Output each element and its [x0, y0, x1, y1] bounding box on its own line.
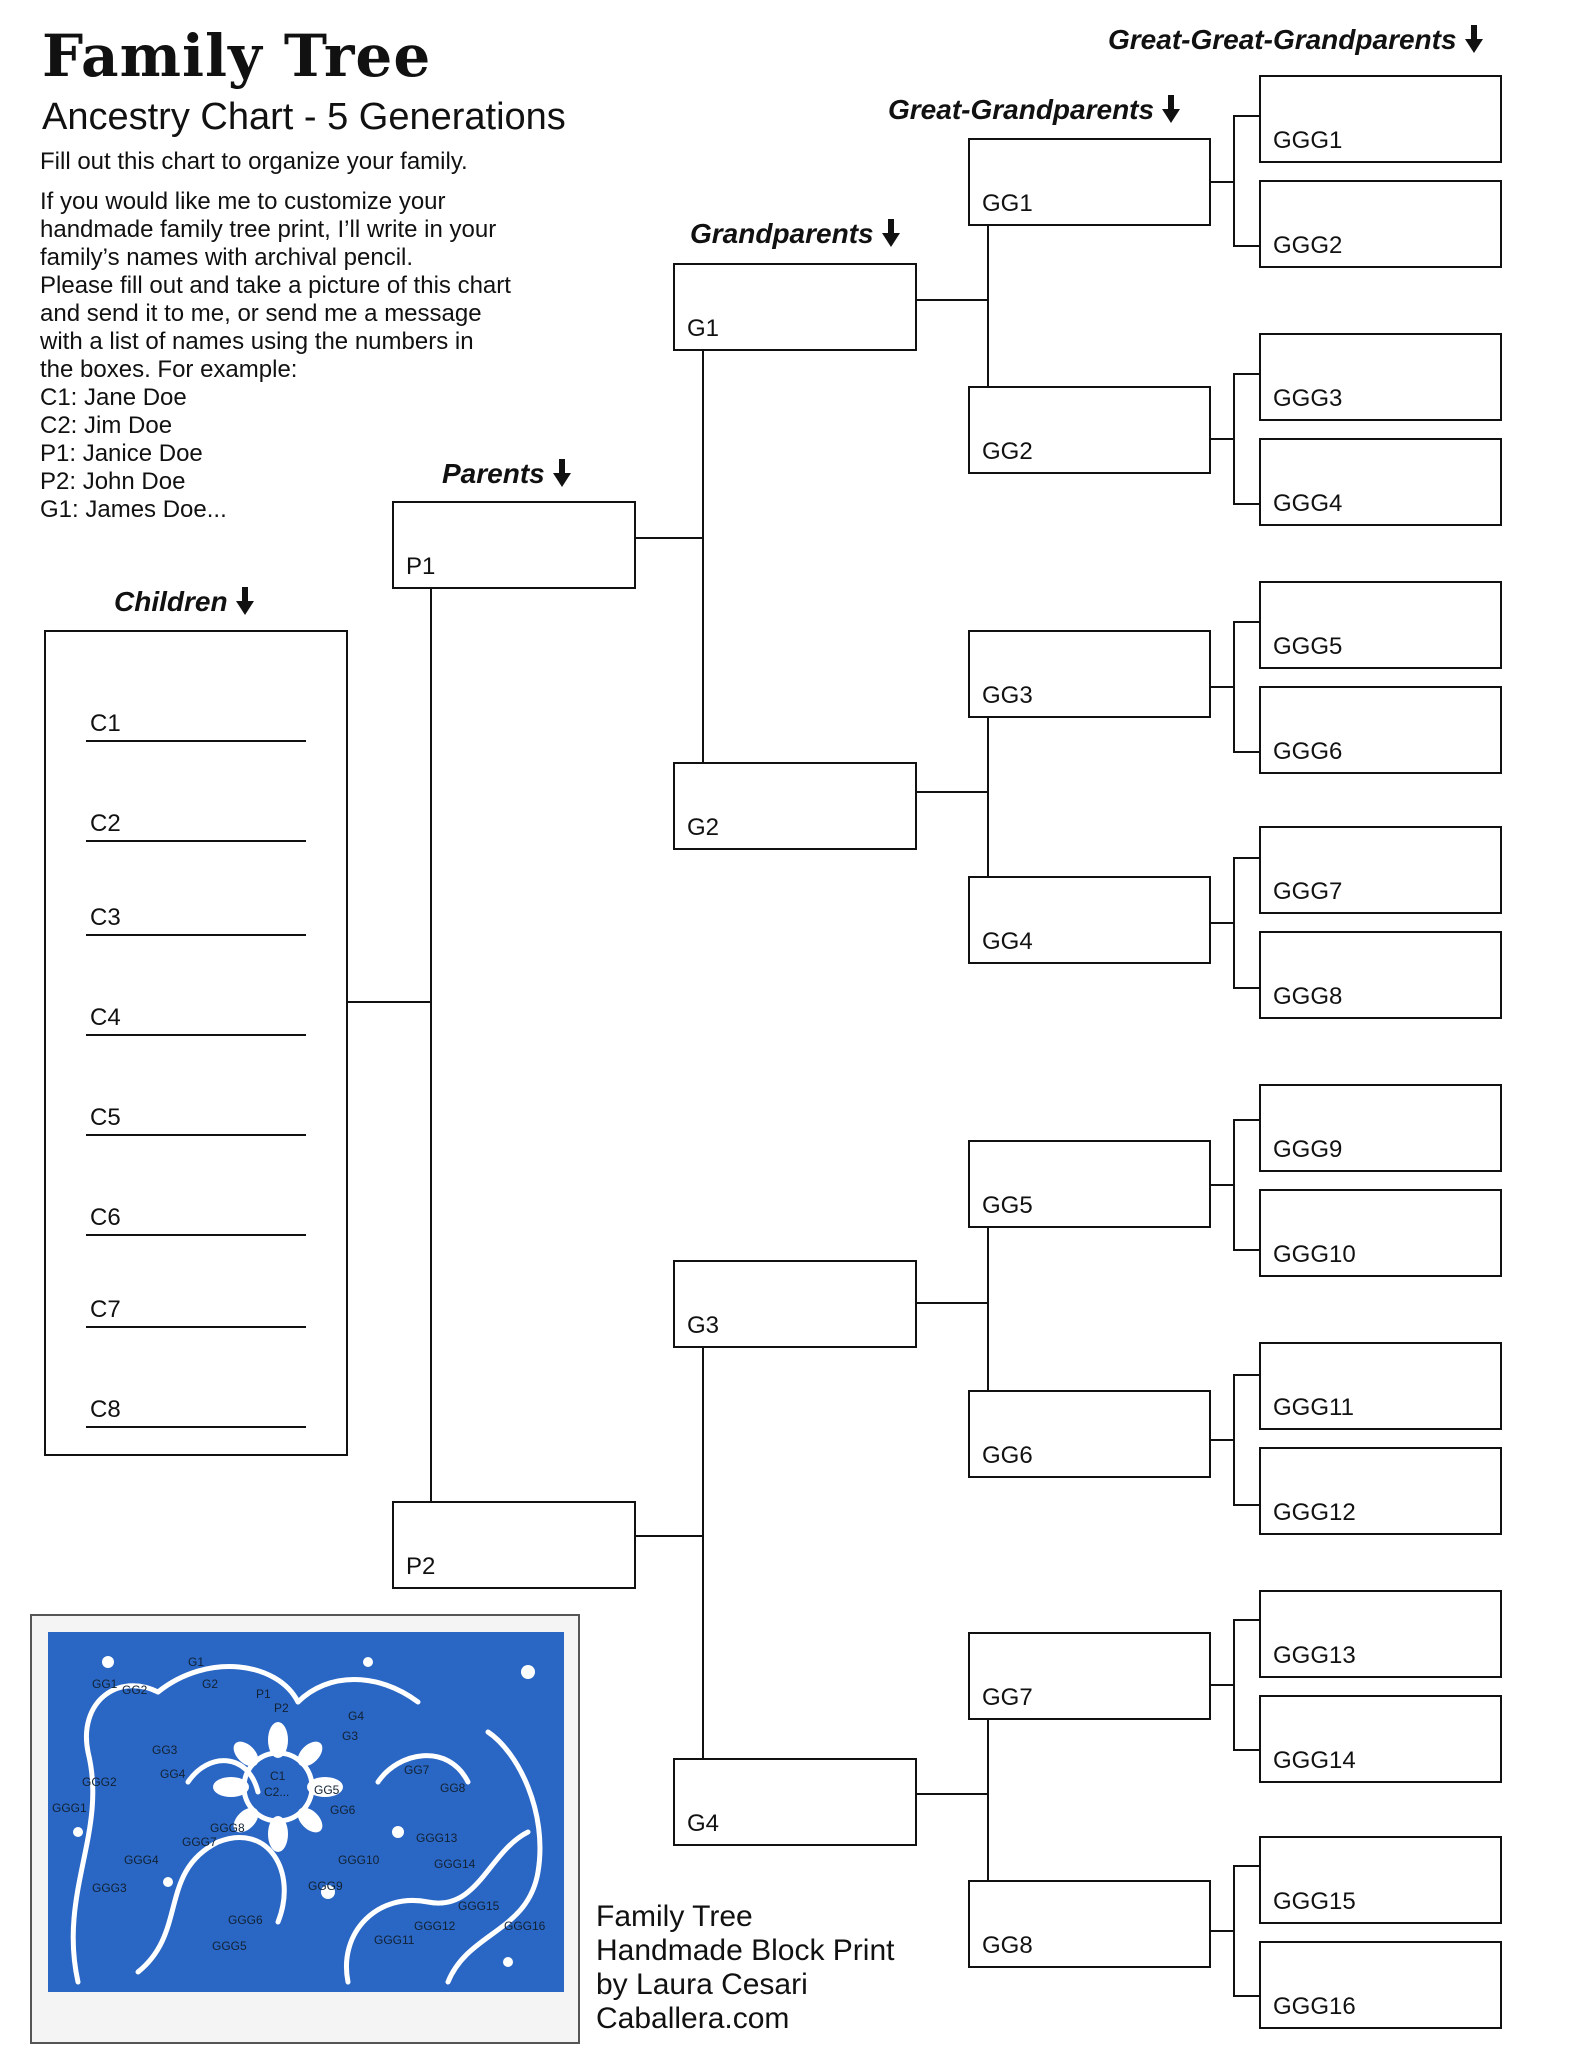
child-label: C8: [90, 1396, 121, 1423]
connector-line: [348, 1001, 430, 1003]
great-great-grandparent-label: GGG15: [1273, 1888, 1356, 1915]
connector-line: [1233, 1865, 1259, 1867]
children-heading-text: Children: [114, 586, 228, 617]
children-box: [44, 630, 348, 1456]
connector-line: [1211, 438, 1233, 440]
great-great-grandparents-heading-text: Great-Great-Grandparents: [1108, 24, 1457, 55]
instruction-line: and send it to me, or send me a message: [40, 300, 482, 327]
great-great-grandparent-box[interactable]: [1259, 1836, 1502, 1924]
parent-label: P1: [406, 553, 436, 580]
connector-line: [1233, 1995, 1259, 1997]
down-arrow-icon: [236, 587, 254, 615]
instruction-line: If you would like me to customize your: [40, 188, 446, 215]
great-great-grandparent-label: GGG14: [1273, 1747, 1356, 1774]
child-entry[interactable]: [86, 992, 306, 1036]
print-label: C1: [270, 1769, 286, 1783]
grandparent-label: G3: [687, 1312, 720, 1339]
print-label: GG3: [152, 1743, 178, 1757]
credit-line: by Laura Cesari: [596, 1968, 808, 2001]
print-label: GGG14: [434, 1857, 476, 1871]
instruction-line: with a list of names using the numbers in: [40, 328, 474, 355]
great-great-grandparent-label: GGG9: [1273, 1136, 1343, 1163]
print-label: G3: [342, 1729, 359, 1743]
connector-line: [1211, 1930, 1233, 1932]
great-great-grandparent-box[interactable]: [1259, 1084, 1502, 1172]
down-arrow-icon: [882, 219, 900, 247]
print-label: GGG9: [308, 1879, 343, 1893]
great-great-grandparent-label: GGG11: [1273, 1394, 1354, 1421]
child-label: C5: [90, 1104, 121, 1131]
connector-line: [1233, 621, 1259, 623]
great-grandparent-box[interactable]: [968, 386, 1211, 474]
great-great-grandparent-label: GGG5: [1273, 633, 1343, 660]
great-grandparent-box[interactable]: [968, 876, 1211, 964]
connector-line: [987, 1228, 989, 1390]
page-title: Family Tree: [42, 22, 432, 90]
parent-label: P2: [406, 1553, 436, 1580]
connector-line: [1233, 1374, 1259, 1376]
connector-line: [636, 537, 702, 539]
children-heading: [114, 586, 254, 618]
grandparent-box[interactable]: [673, 263, 917, 351]
credit-line: Handmade Block Print: [596, 1934, 895, 1967]
print-label: GGG4: [124, 1853, 159, 1867]
print-label: GGG3: [92, 1881, 127, 1895]
block-print-art: [48, 1632, 564, 2024]
great-great-grandparent-box[interactable]: [1259, 931, 1502, 1019]
great-grandparent-box[interactable]: [968, 1632, 1211, 1720]
connector-line: [1233, 115, 1235, 245]
great-grandparent-label: GG5: [982, 1192, 1033, 1219]
great-great-grandparent-box[interactable]: [1259, 438, 1502, 526]
instruction-line: Please fill out and take a picture of this chart: [40, 272, 511, 299]
instruction-line: P2: John Doe: [40, 468, 186, 495]
print-label: P1: [256, 1687, 271, 1701]
great-great-grandparent-box[interactable]: [1259, 686, 1502, 774]
great-great-grandparent-label: GGG13: [1273, 1642, 1356, 1669]
parent-box[interactable]: [392, 1501, 636, 1589]
connector-line: [987, 1718, 989, 1880]
print-label: GG7: [404, 1763, 430, 1777]
instruction-line: P1: Janice Doe: [40, 440, 203, 467]
great-great-grandparent-label: GGG10: [1273, 1241, 1356, 1268]
great-great-grandparent-box[interactable]: [1259, 1447, 1502, 1535]
grandparent-label: G1: [687, 315, 720, 342]
connector-line: [1233, 1749, 1259, 1751]
child-entry[interactable]: [86, 798, 306, 842]
child-label: C4: [90, 1004, 121, 1031]
print-label: GGG5: [212, 1939, 247, 1953]
great-grandparents-heading: [888, 94, 1180, 126]
instruction-line: C1: Jane Doe: [40, 384, 187, 411]
print-label: GGG2: [82, 1775, 117, 1789]
connector-line: [1211, 922, 1233, 924]
print-label: GGG11: [374, 1933, 415, 1947]
child-label: C2: [90, 810, 121, 837]
print-label: G4: [348, 1709, 365, 1723]
print-credit: [596, 1900, 894, 2036]
connector-line: [1233, 1619, 1235, 1749]
great-grandparent-label: GG1: [982, 190, 1033, 217]
connector-line: [702, 1346, 704, 1758]
child-entry[interactable]: [86, 1192, 306, 1236]
great-great-grandparent-box[interactable]: [1259, 180, 1502, 268]
instruction-line: C2: Jim Doe: [40, 412, 173, 439]
grandparent-box[interactable]: [673, 1758, 917, 1846]
instruction-line: G1: James Doe...: [40, 496, 227, 523]
print-label: GG4: [160, 1767, 186, 1781]
print-label: GGG15: [458, 1899, 500, 1913]
intro-text: Fill out this chart to organize your family.: [40, 148, 468, 175]
grandparent-box[interactable]: [673, 762, 917, 850]
child-label: C1: [90, 710, 121, 737]
great-grandparents-heading-text: Great-Grandparents: [888, 94, 1155, 125]
grandparent-label: G2: [687, 814, 720, 841]
connector-line: [1233, 245, 1259, 247]
parents-heading: [442, 458, 571, 490]
great-great-grandparent-box[interactable]: [1259, 1695, 1502, 1783]
parents-heading-text: Parents: [442, 458, 545, 489]
connector-line: [1233, 751, 1259, 753]
great-great-grandparent-label: GGG7: [1273, 878, 1343, 905]
great-great-grandparent-box[interactable]: [1259, 1342, 1502, 1430]
connector-line: [1211, 1439, 1233, 1441]
great-great-grandparent-box[interactable]: [1259, 1189, 1502, 1277]
connector-line: [1233, 373, 1235, 503]
print-label: GGG8: [210, 1821, 245, 1835]
great-great-grandparents-heading: [1108, 24, 1483, 56]
great-grandparent-box[interactable]: [968, 1140, 1211, 1228]
connector-line: [1233, 857, 1235, 987]
great-great-grandparent-box[interactable]: [1259, 581, 1502, 669]
connector-line: [430, 588, 432, 1502]
great-great-grandparent-box[interactable]: [1259, 1941, 1502, 2029]
great-great-grandparent-box[interactable]: [1259, 1590, 1502, 1678]
great-great-grandparent-label: GGG8: [1273, 983, 1343, 1010]
connector-line: [1233, 1119, 1259, 1121]
great-grandparent-box[interactable]: [968, 138, 1211, 226]
down-arrow-icon: [1465, 25, 1483, 53]
great-great-grandparent-box[interactable]: [1259, 75, 1502, 163]
connector-line: [1233, 1374, 1235, 1504]
child-entry[interactable]: [86, 1384, 306, 1428]
credit-line: Caballera.com: [596, 2002, 790, 2035]
great-grandparent-box[interactable]: [968, 1880, 1211, 1968]
connector-line: [1233, 857, 1259, 859]
connector-line: [987, 716, 989, 878]
great-great-grandparent-box[interactable]: [1259, 826, 1502, 914]
child-entry[interactable]: [86, 1284, 306, 1328]
great-grandparent-label: GG8: [982, 1932, 1033, 1959]
great-great-grandparent-label: GGG12: [1273, 1499, 1356, 1526]
connector-line: [1233, 1504, 1259, 1506]
print-label: GG1: [92, 1677, 118, 1691]
connector-line: [987, 226, 989, 388]
print-label: GGG13: [416, 1831, 458, 1845]
print-label: GGG6: [228, 1913, 263, 1927]
instruction-line: family’s names with archival pencil.: [40, 244, 414, 271]
connector-line: [1233, 373, 1259, 375]
great-grandparent-label: GG6: [982, 1442, 1033, 1469]
credit-line: Family Tree: [596, 1900, 753, 1933]
print-label: G2: [202, 1677, 219, 1691]
child-entry[interactable]: [86, 698, 306, 742]
great-grandparent-label: GG3: [982, 682, 1033, 709]
great-great-grandparent-label: GGG2: [1273, 232, 1343, 259]
connector-line: [1233, 1619, 1259, 1621]
child-label: C7: [90, 1296, 121, 1323]
print-label: GG2: [122, 1683, 148, 1697]
print-label: GGG12: [414, 1919, 456, 1933]
print-label: GGG16: [504, 1919, 546, 1933]
connector-line: [1211, 686, 1233, 688]
grandparents-heading: [690, 218, 900, 250]
grandparents-heading-text: Grandparents: [690, 218, 874, 249]
instruction-line: handmade family tree print, I’ll write in your: [40, 216, 497, 243]
print-label: GGG10: [338, 1853, 380, 1867]
connector-line: [1233, 115, 1259, 117]
great-grandparent-box[interactable]: [968, 630, 1211, 718]
great-great-grandparent-label: GGG3: [1273, 385, 1343, 412]
print-label: GGG7: [182, 1835, 217, 1849]
connector-line: [1233, 1865, 1235, 1995]
connector-line: [917, 1302, 987, 1304]
print-label: GGG1: [52, 1801, 87, 1815]
great-grandparent-box[interactable]: [968, 1390, 1211, 1478]
print-label: P2: [274, 1701, 289, 1715]
print-label: C2...: [264, 1785, 290, 1799]
child-entry[interactable]: [86, 1092, 306, 1136]
block-print-photo: [30, 1614, 580, 2044]
connector-line: [702, 350, 704, 762]
connector-line: [1233, 1119, 1235, 1249]
connector-line: [1233, 987, 1259, 989]
connector-line: [917, 1793, 987, 1795]
great-grandparent-label: GG7: [982, 1684, 1033, 1711]
connector-line: [636, 1535, 702, 1537]
grandparent-box[interactable]: [673, 1260, 917, 1348]
instruction-line: the boxes. For example:: [40, 356, 298, 383]
connector-line: [1233, 1249, 1259, 1251]
great-great-grandparent-label: GGG4: [1273, 490, 1343, 517]
great-great-grandparent-label: GGG1: [1273, 127, 1343, 154]
connector-line: [1211, 1684, 1233, 1686]
great-grandparent-label: GG4: [982, 928, 1033, 955]
print-label: GG6: [330, 1803, 356, 1817]
child-label: C6: [90, 1204, 121, 1231]
great-great-grandparent-label: GGG6: [1273, 738, 1343, 765]
great-great-grandparent-box[interactable]: [1259, 333, 1502, 421]
print-label: GG8: [440, 1781, 466, 1795]
grandparent-label: G4: [687, 1810, 720, 1837]
connector-line: [917, 791, 987, 793]
connector-line: [1233, 503, 1259, 505]
parent-box[interactable]: [392, 501, 636, 589]
child-label: C3: [90, 904, 121, 931]
connector-line: [1211, 181, 1233, 183]
great-great-grandparent-label: GGG16: [1273, 1993, 1356, 2020]
down-arrow-icon: [1162, 95, 1180, 123]
print-label: GG5: [314, 1783, 340, 1797]
page-subtitle: Ancestry Chart - 5 Generations: [42, 96, 566, 138]
connector-line: [1233, 621, 1235, 751]
print-label: G1: [188, 1655, 205, 1669]
connector-line: [917, 299, 987, 301]
down-arrow-icon: [553, 459, 571, 487]
connector-line: [1211, 1184, 1233, 1186]
great-grandparent-label: GG2: [982, 438, 1033, 465]
child-entry[interactable]: [86, 892, 306, 936]
